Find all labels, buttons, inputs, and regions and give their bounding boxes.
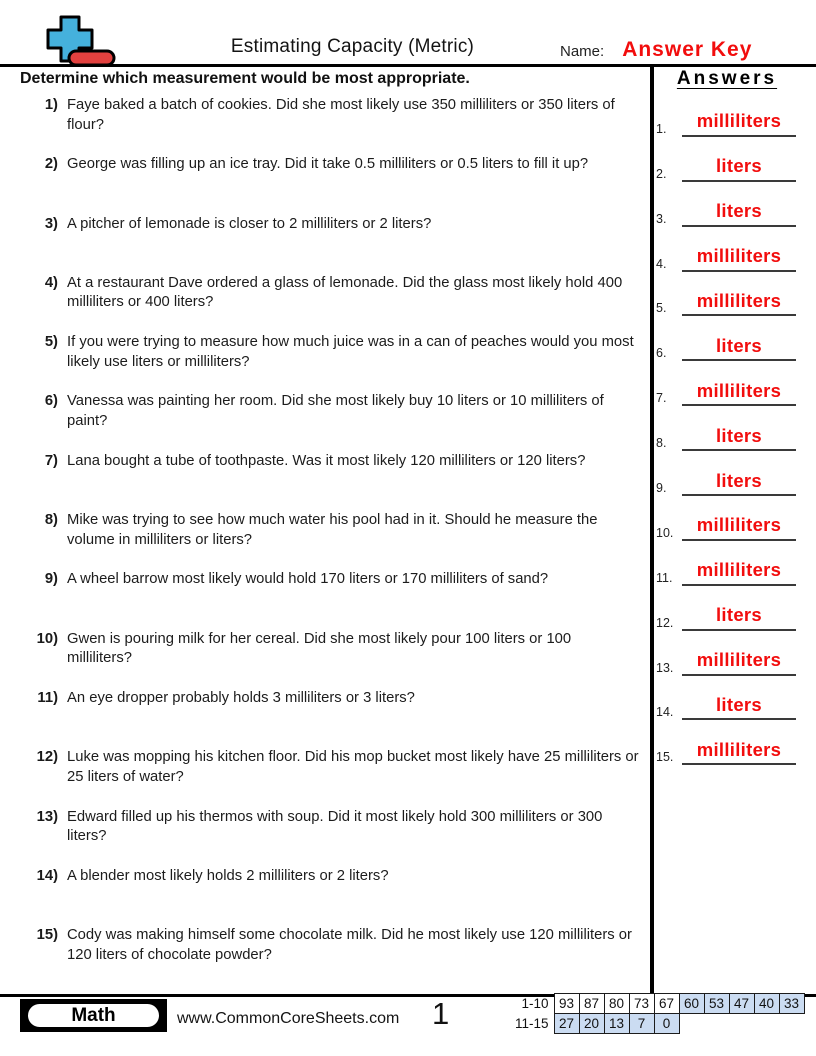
answer-item bbox=[656, 316, 796, 361]
answer-number: 7. bbox=[656, 391, 667, 406]
answer-number: 1. bbox=[656, 121, 667, 136]
question-number: 4) bbox=[44, 274, 58, 291]
question-item bbox=[28, 926, 640, 985]
answer-item bbox=[656, 631, 796, 676]
page-number: 1 bbox=[432, 996, 450, 1031]
answer-number: 8. bbox=[656, 436, 667, 451]
answer-number: 6. bbox=[656, 346, 667, 361]
question-number: 15) bbox=[36, 927, 58, 944]
answer-value: liters bbox=[715, 424, 763, 446]
page-title: Estimating Capacity (Metric) bbox=[230, 36, 475, 57]
grading-row bbox=[514, 1014, 804, 1034]
name-label: Name: bbox=[560, 43, 605, 60]
question-text: If you were trying to measure how much juice was in a can of peaches would you most likely use liters or milliliters? bbox=[67, 334, 634, 370]
answer-number: 14. bbox=[656, 705, 674, 720]
answer-item bbox=[656, 361, 796, 406]
answer-number: 4. bbox=[656, 256, 667, 271]
grading-cell: 73 bbox=[629, 994, 654, 1014]
answer-value: milliliters bbox=[696, 738, 782, 760]
question-item bbox=[28, 748, 640, 807]
answer-value: liters bbox=[715, 693, 763, 715]
grading-cell: 7 bbox=[629, 1014, 654, 1034]
answer-number: 2. bbox=[656, 166, 667, 181]
question-text: Faye baked a batch of cookies. Did she most likely use 350 milliliters or 350 liters of flour? bbox=[67, 97, 615, 133]
question-item bbox=[28, 155, 640, 214]
question-number: 14) bbox=[36, 867, 58, 884]
answer-blank bbox=[682, 424, 796, 452]
answer-key-text: Answer Key bbox=[622, 38, 753, 61]
question-text: George was filling up an ice tray. Did it take 0.5 milliliters or 0.5 liters to fill it up? bbox=[67, 156, 589, 173]
answer-value: milliliters bbox=[696, 559, 782, 581]
question-item bbox=[28, 630, 640, 689]
question-item bbox=[28, 452, 640, 511]
answer-blank bbox=[682, 247, 796, 272]
question-text: Edward filled up his thermos with soup. Did it most likely hold 300 milliliters or 300 liters? bbox=[67, 808, 603, 845]
answer-number: 3. bbox=[656, 211, 667, 226]
answer-value: liters bbox=[715, 200, 763, 222]
math-badge-pill bbox=[27, 1003, 160, 1028]
answer-blank bbox=[682, 651, 796, 676]
question-number: 13) bbox=[36, 808, 58, 825]
answers-heading: Answers bbox=[676, 68, 778, 89]
grading-row bbox=[514, 994, 804, 1014]
answer-item bbox=[656, 541, 796, 586]
answer-item bbox=[656, 676, 796, 721]
answer-item bbox=[656, 137, 796, 182]
answer-blank bbox=[682, 334, 796, 362]
grading-cell: 87 bbox=[579, 994, 604, 1014]
question-text: Vanessa was painting her room. Did she most likely buy 10 liters or 10 milliliters of paint? bbox=[67, 393, 604, 429]
answer-blank bbox=[682, 469, 796, 497]
question-item bbox=[28, 511, 640, 570]
question-number: 6) bbox=[44, 393, 58, 410]
answer-blank bbox=[682, 289, 796, 317]
question-item bbox=[28, 867, 640, 926]
question-number: 5) bbox=[44, 334, 58, 351]
question-number: 12) bbox=[36, 749, 58, 766]
answer-value: milliliters bbox=[696, 649, 782, 671]
question-number: 2) bbox=[44, 156, 58, 173]
question-number: 11) bbox=[37, 689, 58, 706]
answer-number: 15. bbox=[656, 750, 674, 765]
question-number: 9) bbox=[44, 571, 58, 588]
grading-cell: 67 bbox=[654, 994, 679, 1014]
question-item bbox=[28, 808, 640, 867]
answer-item bbox=[656, 227, 796, 272]
answer-item bbox=[656, 92, 796, 137]
answer-value: liters bbox=[715, 334, 763, 356]
answer-blank bbox=[682, 157, 796, 182]
question-item bbox=[28, 215, 640, 274]
answer-item bbox=[656, 451, 796, 496]
answer-blank bbox=[682, 516, 796, 541]
answer-number: 13. bbox=[656, 660, 674, 675]
answer-item bbox=[656, 720, 796, 765]
grading-cell: 0 bbox=[654, 1014, 679, 1034]
answer-value: milliliters bbox=[696, 379, 782, 401]
answer-blank bbox=[682, 379, 796, 407]
question-text: Gwen is pouring milk for her cereal. Did she most likely pour 100 liters or 100 milliliters? bbox=[67, 630, 572, 667]
grading-cell: 20 bbox=[579, 1014, 604, 1034]
answer-value: milliliters bbox=[696, 245, 782, 267]
grading-cell: 60 bbox=[679, 994, 704, 1014]
answer-value: milliliters bbox=[696, 289, 782, 311]
answer-blank bbox=[682, 561, 796, 586]
answer-number: 12. bbox=[656, 615, 674, 630]
question-text: Cody was making himself some chocolate milk. Did he most likely use 120 milliliters or 120 liters of chocolate powder? bbox=[67, 927, 632, 963]
question-item bbox=[28, 96, 640, 155]
answer-number: 5. bbox=[656, 301, 667, 316]
question-number: 1) bbox=[44, 97, 58, 113]
question-text: Lana bought a tube of toothpaste. Was it most likely 120 milliliters or 120 liters? bbox=[67, 452, 586, 469]
question-text: A pitcher of lemonade is closer to 2 milliliters or 2 liters? bbox=[67, 215, 432, 232]
answer-value: liters bbox=[715, 604, 763, 626]
grading-cell: 80 bbox=[604, 994, 629, 1014]
answer-item bbox=[656, 272, 796, 317]
answer-item bbox=[656, 182, 796, 227]
question-number: 10) bbox=[36, 630, 58, 647]
grading-cell: 47 bbox=[729, 994, 754, 1014]
answer-blank bbox=[682, 606, 796, 631]
name-row bbox=[560, 38, 752, 62]
answer-number: 10. bbox=[656, 525, 674, 540]
header-divider bbox=[0, 64, 816, 67]
column-divider bbox=[650, 66, 654, 995]
answer-item bbox=[656, 496, 796, 541]
answer-number: 9. bbox=[656, 481, 667, 496]
answer-list bbox=[656, 92, 796, 765]
question-text: Mike was trying to see how much water his pool had in it. Should he measure the volume in milliliters or liters? bbox=[67, 512, 598, 548]
grading-cell: 93 bbox=[554, 994, 579, 1014]
question-number: 7) bbox=[44, 452, 58, 469]
grading-table bbox=[514, 993, 805, 1034]
grading-row-label: 11-15 bbox=[514, 1016, 549, 1031]
website-url: www.CommonCoreSheets.com bbox=[177, 1010, 400, 1027]
answer-blank bbox=[682, 202, 796, 227]
question-item bbox=[28, 274, 640, 333]
question-text: A blender most likely holds 2 milliliters or 2 liters? bbox=[67, 867, 389, 884]
question-text: At a restaurant Dave ordered a glass of lemonade. Did the glass most likely hold 400 milliliters or 400 liters? bbox=[67, 274, 623, 311]
answer-value: milliliters bbox=[696, 514, 782, 536]
answer-value: liters bbox=[715, 469, 763, 491]
question-text: An eye dropper probably holds 3 milliliters or 3 liters? bbox=[67, 689, 415, 706]
question-number: 3) bbox=[44, 215, 58, 232]
grading-cell: 13 bbox=[604, 1014, 629, 1034]
question-item bbox=[28, 333, 640, 392]
question-number: 8) bbox=[44, 512, 58, 529]
grading-cell: 33 bbox=[779, 994, 804, 1014]
answer-blank bbox=[682, 738, 796, 766]
subject-label: Math bbox=[71, 1004, 116, 1026]
answer-number: 11. bbox=[656, 570, 673, 585]
instruction-text: Determine which measurement would be most appropriate. bbox=[20, 70, 470, 87]
question-text: Luke was mopping his kitchen floor. Did his mop bucket most likely have 25 milliliters or 25 liters of water? bbox=[67, 749, 639, 785]
question-item bbox=[28, 392, 640, 451]
answer-value: liters bbox=[715, 155, 763, 177]
math-badge bbox=[20, 999, 167, 1032]
answer-blank bbox=[682, 112, 796, 137]
grading-cell: 40 bbox=[754, 994, 779, 1014]
grading-row-label: 1-10 bbox=[521, 996, 549, 1011]
answer-item bbox=[656, 586, 796, 631]
grading-cell: 27 bbox=[554, 1014, 579, 1034]
answer-value: milliliters bbox=[696, 110, 782, 132]
question-item bbox=[28, 570, 640, 629]
answer-blank bbox=[682, 693, 796, 721]
question-list bbox=[28, 96, 640, 985]
grading-cell: 53 bbox=[704, 994, 729, 1014]
question-text: A wheel barrow most likely would hold 170 liters or 170 milliliters of sand? bbox=[67, 571, 549, 588]
answer-item bbox=[656, 406, 796, 451]
question-item bbox=[28, 689, 640, 748]
